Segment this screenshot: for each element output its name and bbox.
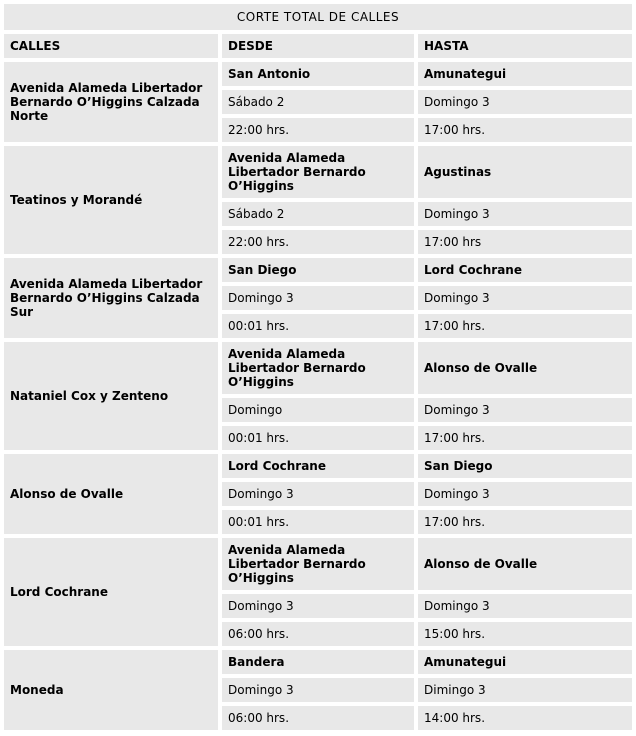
table-row <box>4 454 632 478</box>
header-row <box>4 34 632 58</box>
table-row <box>4 650 632 674</box>
street-name: Avenida Alameda Libertador Bernardo O’Higgins Calzada Sur <box>4 258 218 338</box>
to-day: Domingo 3 <box>418 482 632 506</box>
table-row <box>4 258 632 282</box>
to-time: 17:00 hrs. <box>418 426 632 450</box>
from-day: Domingo 3 <box>222 594 414 618</box>
table-title: CORTE TOTAL DE CALLES <box>4 4 632 30</box>
from-time: 00:01 hrs. <box>222 426 414 450</box>
street-name: Moneda <box>4 650 218 730</box>
street-name: Teatinos y Morandé <box>4 146 218 254</box>
to-place: Amunategui <box>418 650 632 674</box>
street-name: Alonso de Ovalle <box>4 454 218 534</box>
to-day: Domingo 3 <box>418 90 632 114</box>
from-time: 06:00 hrs. <box>222 706 414 730</box>
from-day: Sábado 2 <box>222 90 414 114</box>
to-time: 17:00 hrs. <box>418 118 632 142</box>
from-day: Domingo <box>222 398 414 422</box>
title-row <box>4 4 632 30</box>
from-time: 00:01 hrs. <box>222 314 414 338</box>
table-row <box>4 146 632 198</box>
to-day: Domingo 3 <box>418 286 632 310</box>
header-from: DESDE <box>222 34 414 58</box>
to-place: Alonso de Ovalle <box>418 342 632 394</box>
from-time: 22:00 hrs. <box>222 118 414 142</box>
to-place: Lord Cochrane <box>418 258 632 282</box>
to-time: 15:00 hrs. <box>418 622 632 646</box>
from-place: Avenida Alameda Libertador Bernardo O’Higgins <box>222 342 414 394</box>
from-day: Domingo 3 <box>222 286 414 310</box>
table-row <box>4 538 632 590</box>
from-day: Domingo 3 <box>222 678 414 702</box>
to-day: Domingo 3 <box>418 202 632 226</box>
to-place: Alonso de Ovalle <box>418 538 632 590</box>
from-time: 06:00 hrs. <box>222 622 414 646</box>
to-day: Dimingo 3 <box>418 678 632 702</box>
street-name: Avenida Alameda Libertador Bernardo O’Higgins Calzada Norte <box>4 62 218 142</box>
to-time: 17:00 hrs. <box>418 510 632 534</box>
to-place: San Diego <box>418 454 632 478</box>
header-streets: CALLES <box>4 34 218 58</box>
from-place: Bandera <box>222 650 414 674</box>
table-row <box>4 342 632 394</box>
from-day: Sábado 2 <box>222 202 414 226</box>
to-place: Agustinas <box>418 146 632 198</box>
from-place: Avenida Alameda Libertador Bernardo O’Higgins <box>222 146 414 198</box>
header-to: HASTA <box>418 34 632 58</box>
from-place: Lord Cochrane <box>222 454 414 478</box>
to-time: 17:00 hrs. <box>418 314 632 338</box>
from-day: Domingo 3 <box>222 482 414 506</box>
from-time: 00:01 hrs. <box>222 510 414 534</box>
to-day: Domingo 3 <box>418 398 632 422</box>
from-place: San Antonio <box>222 62 414 86</box>
from-time: 22:00 hrs. <box>222 230 414 254</box>
table-row <box>4 62 632 86</box>
street-name: Lord Cochrane <box>4 538 218 646</box>
to-time: 17:00 hrs <box>418 230 632 254</box>
from-place: Avenida Alameda Libertador Bernardo O’Higgins <box>222 538 414 590</box>
to-time: 14:00 hrs. <box>418 706 632 730</box>
street-name: Nataniel Cox y Zenteno <box>4 342 218 450</box>
to-day: Domingo 3 <box>418 594 632 618</box>
from-place: San Diego <box>222 258 414 282</box>
to-place: Amunategui <box>418 62 632 86</box>
